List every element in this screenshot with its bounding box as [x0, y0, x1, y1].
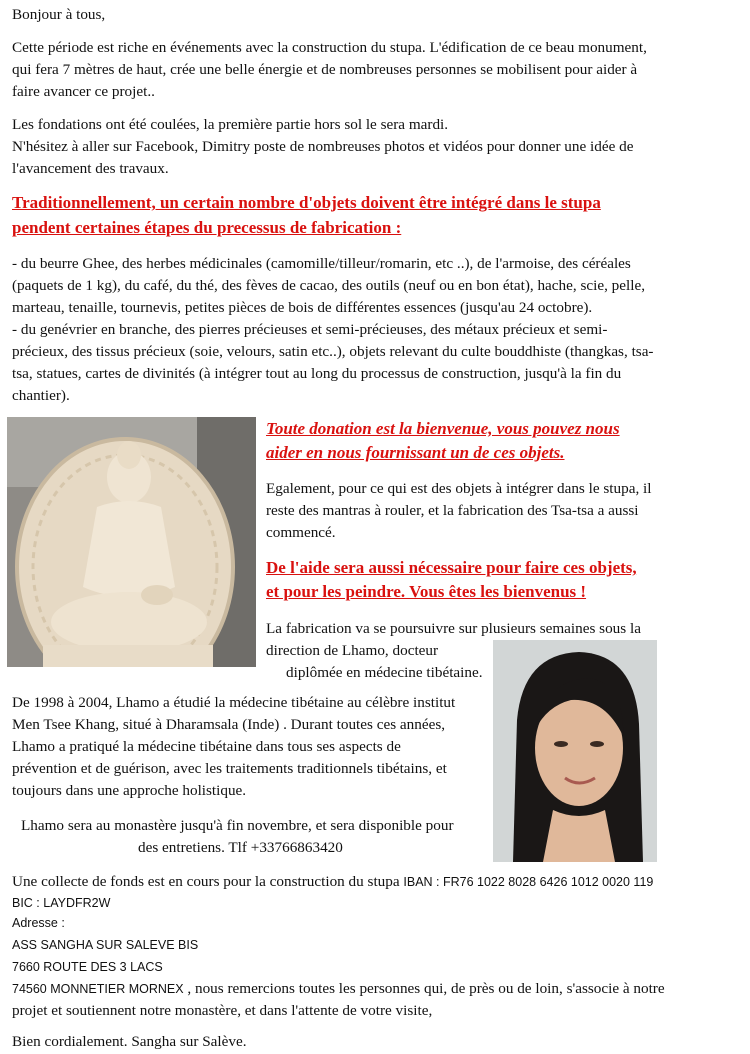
help-heading-2: et pour les peindre. Vous êtes les bienvenus !: [266, 582, 587, 601]
donation-heading-2: aider en nous fournissant un de ces objets.: [266, 443, 565, 462]
lhamo-line-1: De 1998 à 2004, Lhamo a étudié la médecine tibétaine au célèbre institut: [12, 694, 456, 711]
signature: Bien cordialement. Sangha sur Salève.: [12, 1033, 247, 1050]
availability-line-1: Lhamo sera au monastère jusqu'à fin novembre, et sera disponible pour: [21, 817, 454, 834]
mantras-line-3: commencé.: [266, 524, 336, 541]
availability-line-2: des entretiens. Tlf +33766863420: [138, 839, 343, 856]
list1-line-3: marteau, tenaille, tournevis, petites pièces de bois de différentes essences (jusqu'au 24 octobre).: [12, 299, 593, 316]
thanks-text: , nous remercions toutes les personnes qui, de près ou de loin, s'associe à notre: [187, 980, 665, 997]
address-city: 74560 MONNETIER MORNEX: [12, 982, 184, 996]
lhamo-portrait-photo: [493, 640, 657, 862]
foundations-line-3: l'avancement des travaux.: [12, 160, 169, 177]
collecte-text: Une collecte de fonds est en cours pour la construction du stupa: [12, 873, 400, 890]
address-line-1: ASS SANGHA SUR SALEVE BIS: [12, 938, 199, 952]
fabrication-line-2: direction de Lhamo, docteur: [266, 642, 439, 659]
mantras-line-2: reste des mantras à rouler, et la fabrication des Tsa-tsa a aussi: [266, 502, 639, 519]
fabrication-line-3: diplômée en médecine tibétaine.: [286, 664, 483, 681]
lhamo-line-2: Men Tsee Khang, situé à Dharamsala (Inde) . Durant toutes ces années,: [12, 716, 446, 733]
lhamo-line-4: prévention et de guérison, avec les traitements traditionnels tibétains, et: [12, 760, 447, 777]
collecte-line: [12, 871, 653, 893]
list1-line-2: (paquets de 1 kg), du café, du thé, des fèves de cacao, des outils (neuf ou en bon état), hache, scie, pelle,: [12, 277, 645, 294]
mantras-line-1: Egalement, pour ce qui est des objets à intégrer dans le stupa, il: [266, 480, 652, 497]
lhamo-line-3: Lhamo a pratiqué la médecine tibétaine dans tous ses aspects de: [12, 738, 401, 755]
foundations-line-2: N'hésitez à aller sur Facebook, Dimitry poste de nombreuses photos et vidéos pour donner une idée de: [12, 138, 634, 155]
bic-line: BIC : LAYDFR2W: [12, 896, 111, 910]
list2-line-2: précieux, des tissus précieux (soie, velours, satin etc..), objets relevant du culte bouddhiste (thangkas, tsa-: [12, 343, 654, 360]
list2-line-4: chantier).: [12, 387, 70, 404]
address-line-2: 7660 ROUTE DES 3 LACS: [12, 960, 163, 974]
fabrication-line-1: La fabrication va se poursuivre sur plusieurs semaines sous la: [266, 620, 641, 637]
list2-line-3: tsa, statues, cartes de divinités (à intégrer tout au long du processus de construction, jusqu'à la fin du: [12, 365, 622, 382]
heading-traditional-1: Traditionnellement, un certain nombre d'objets doivent être intégré dans le stupa: [12, 193, 601, 212]
list2-line-1: - du genévrier en branche, des pierres précieuses et semi-précieuses, des métaux précieux et semi-: [12, 321, 608, 338]
closing-line: projet et soutiennent notre monastère, et dans l'attente de votre visite,: [12, 1002, 433, 1019]
donation-heading-1: Toute donation est la bienvenue, vous pouvez nous: [266, 419, 620, 438]
buddha-statue-photo: [7, 417, 256, 667]
address-label: Adresse :: [12, 916, 65, 930]
intro-line-1: Cette période est riche en événements avec la construction du stupa. L'édification de ce beau monument,: [12, 39, 647, 56]
iban-text: IBAN : FR76 1022 8028 6426 1012 0020 119: [403, 875, 654, 889]
address-line-3: [12, 978, 665, 1000]
intro-line-2: qui fera 7 mètres de haut, crée une belle énergie et de nombreuses personnes se mobilisent pour aider à: [12, 61, 638, 78]
foundations-line-1: Les fondations ont été coulées, la première partie hors sol le sera mardi.: [12, 116, 449, 133]
lhamo-line-5: toujours dans une approche holistique.: [12, 782, 247, 799]
help-heading-1: De l'aide sera aussi nécessaire pour faire ces objets,: [266, 558, 637, 577]
list1-line-1: - du beurre Ghee, des herbes médicinales (camomille/tilleur/romarin, etc ..), de l'armoise, des céréales: [12, 255, 631, 272]
heading-traditional-2: pendent certaines étapes du precessus de fabrication :: [12, 218, 402, 237]
greeting: Bonjour à tous,: [12, 6, 106, 23]
intro-line-3: faire avancer ce projet..: [12, 83, 155, 100]
